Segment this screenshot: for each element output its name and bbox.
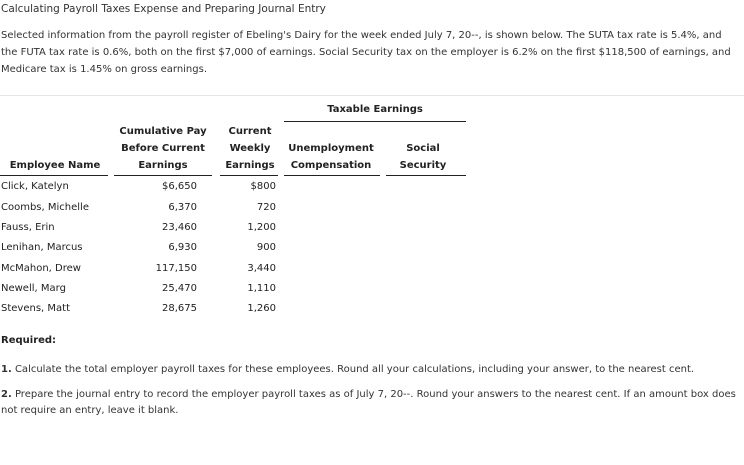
current-earnings: 900 xyxy=(256,242,276,253)
current-earnings: 1,200 xyxy=(247,222,276,233)
employee-name: Lenihan, Marcus xyxy=(1,242,83,253)
header-cumulative xyxy=(118,123,208,174)
header-rule-social xyxy=(386,175,466,176)
divider xyxy=(0,95,744,96)
cumulative-pay: 6,930 xyxy=(168,242,197,253)
cumulative-pay: 23,460 xyxy=(162,222,197,233)
employee-name: Newell, Marg xyxy=(1,283,66,294)
header-unemployment-line2: Compensation xyxy=(290,160,372,171)
header-current-line2: Weekly xyxy=(229,143,271,154)
cumulative-pay: 6,370 xyxy=(168,202,197,213)
current-earnings: 3,440 xyxy=(247,263,276,274)
header-social-line1: Social xyxy=(406,143,440,154)
question-2-text: Prepare the journal entry to record the employer payroll taxes as of July 7, 20--. Round your answers to the nearest cent. If an amount box does not require an entry, leave it blank. xyxy=(1,389,736,416)
header-current xyxy=(224,123,276,174)
header-rule-unemployment xyxy=(284,175,380,176)
taxable-earnings-header: Taxable Earnings xyxy=(327,104,423,115)
taxable-earnings-rule xyxy=(284,121,466,122)
cumulative-pay: 28,675 xyxy=(162,303,197,314)
question-2-number: 2. xyxy=(1,389,12,400)
current-earnings: 1,110 xyxy=(247,283,276,294)
header-social xyxy=(390,140,456,174)
header-unemployment-line1: Unemployment xyxy=(288,143,374,154)
cumulative-pay: 117,150 xyxy=(155,263,197,274)
question-1 xyxy=(1,362,739,378)
header-cumulative-line3: Earnings xyxy=(138,160,188,171)
required-label: Required: xyxy=(1,335,57,346)
cumulative-pay: $6,650 xyxy=(162,181,197,192)
question-2 xyxy=(1,387,739,419)
current-earnings: $800 xyxy=(250,181,276,192)
header-unemployment xyxy=(284,140,378,174)
intro-text: Selected information from the payroll register of Ebeling's Dairy for the week ended July 7, 20--, is shown below. The SUTA tax rate is 5.4%, and the FUTA tax rate is 0.6%, both on the first $7,000 of earnings. Social Security tax on the employer is 6.2% on the first $118,500 of earnings, and Medicare tax is 1.45% on gross earnings. xyxy=(1,30,731,75)
header-cumulative-line2: Before Current xyxy=(121,143,205,154)
question-1-number: 1. xyxy=(1,364,12,375)
employee-name: Stevens, Matt xyxy=(1,303,70,314)
question-1-text: Calculate the total employer payroll taxes for these employees. Round all your calculations, including your answer, to the nearest cent. xyxy=(14,364,695,375)
page-title: Calculating Payroll Taxes Expense and Preparing Journal Entry xyxy=(1,3,326,15)
header-current-line3: Earnings xyxy=(225,160,275,171)
cumulative-pay: 25,470 xyxy=(162,283,197,294)
current-earnings: 720 xyxy=(256,202,276,213)
header-current-line1: Current xyxy=(228,126,272,137)
current-earnings: 1,260 xyxy=(247,303,276,314)
header-social-line2: Security xyxy=(399,160,447,171)
header-rule-employee xyxy=(0,175,108,176)
header-rule-current xyxy=(220,175,278,176)
employee-name: Coombs, Michelle xyxy=(1,202,89,213)
employee-name: Click, Katelyn xyxy=(1,181,69,192)
employee-name: McMahon, Drew xyxy=(1,263,81,274)
employee-name: Fauss, Erin xyxy=(1,222,55,233)
header-cumulative-line1: Cumulative Pay xyxy=(119,126,207,137)
header-employee: Employee Name xyxy=(9,160,101,171)
header-rule-cumulative xyxy=(114,175,212,176)
